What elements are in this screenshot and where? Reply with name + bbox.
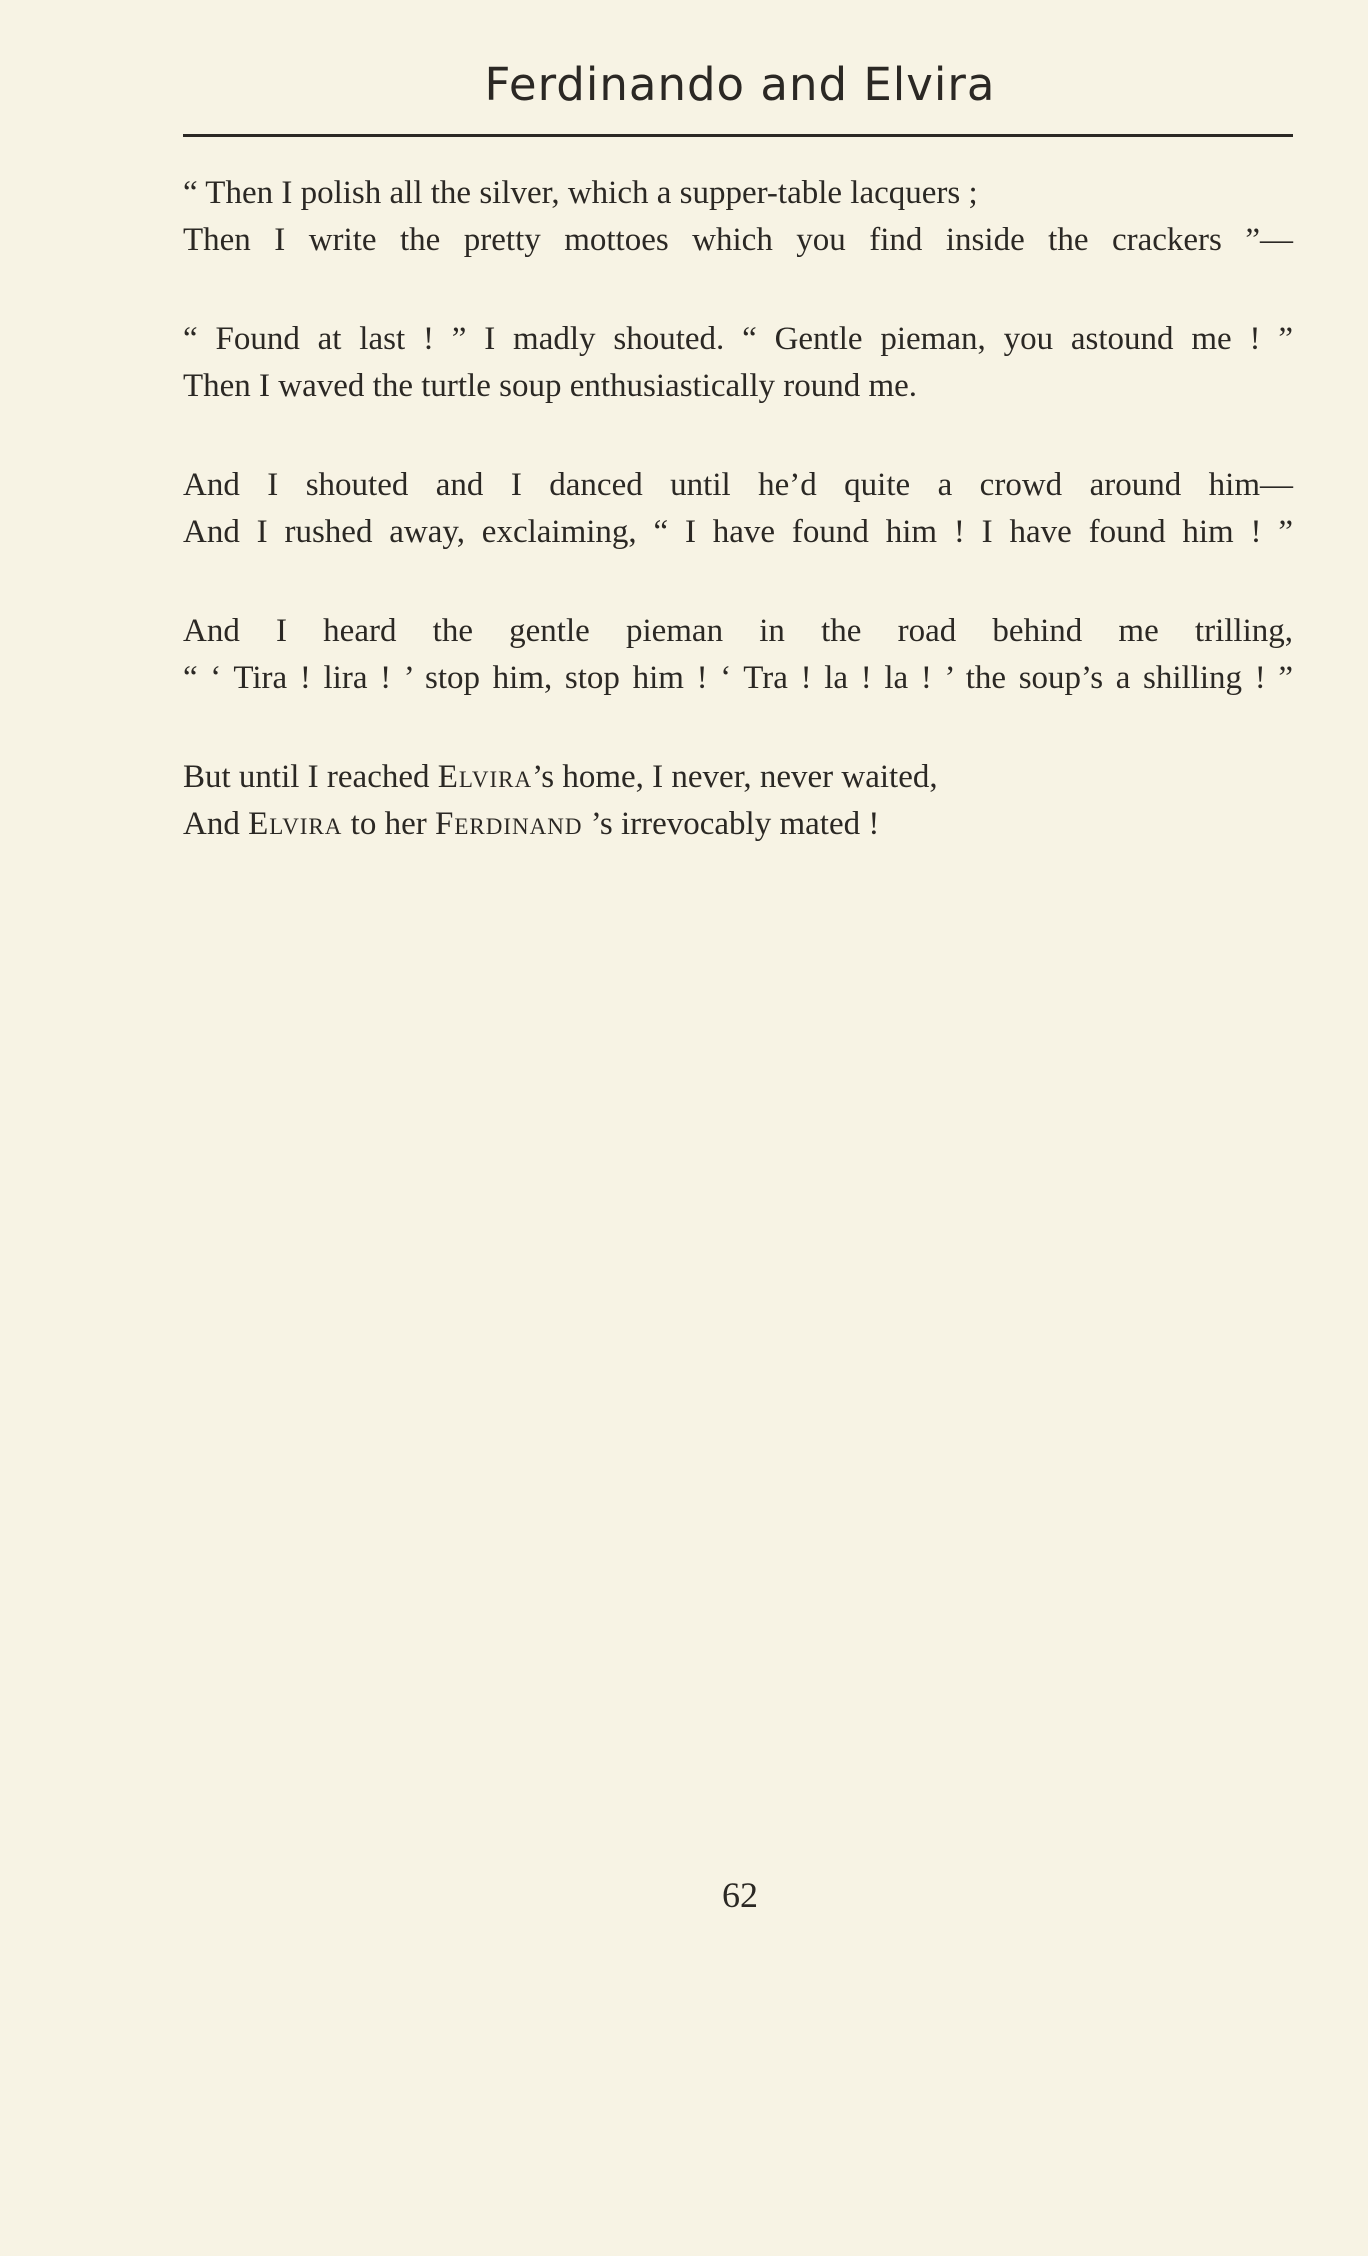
verse-line (183, 801, 1293, 848)
character-name: Elvira (437, 759, 533, 795)
verse-line: And I shouted and I danced until he’d quite a crowd around him— (183, 467, 1293, 503)
stanza-1 (183, 170, 1293, 264)
character-name: Ferdinand (434, 806, 583, 842)
verse-line: And I rushed away, exclaiming, “ I have found him ! I have found him ! ” (183, 514, 1293, 550)
verse-text: to her (342, 806, 435, 842)
stanza-5 (183, 754, 1293, 848)
verse-text: ’s home, I never, never waited, (532, 759, 938, 795)
running-head: Ferdinando and Elvira (484, 58, 996, 111)
stanza-2 (183, 316, 1293, 410)
verse-line: “ Then I polish all the silver, which a supper-table lacquers ; (183, 175, 978, 211)
character-name: Elvira (248, 806, 343, 842)
verse-line: “ ‘ Tira ! lira ! ’ stop him, stop him ! ‘ Tra ! la ! la ! ’ the soup’s a shilling ! ” (183, 660, 1293, 696)
page-number: 62 (722, 1875, 758, 1915)
verse-text: But until I reached (183, 759, 438, 795)
poem-text (183, 170, 1293, 900)
stanza-4 (183, 608, 1293, 702)
verse-line: And I heard the gentle pieman in the road behind me trilling, (183, 613, 1293, 649)
header-rule (183, 134, 1293, 137)
verse-line: Then I waved the turtle soup enthusiastically round me. (183, 368, 918, 404)
stanza-3 (183, 462, 1293, 556)
verse-text: And (183, 806, 249, 842)
verse-line: Then I write the pretty mottoes which you find inside the crackers ”— (183, 222, 1293, 258)
verse-text: ’s irrevocably mated ! (582, 806, 880, 842)
verse-line (183, 754, 1293, 801)
verse-line: “ Found at last ! ” I madly shouted. “ Gentle pieman, you astound me ! ” (183, 321, 1293, 357)
